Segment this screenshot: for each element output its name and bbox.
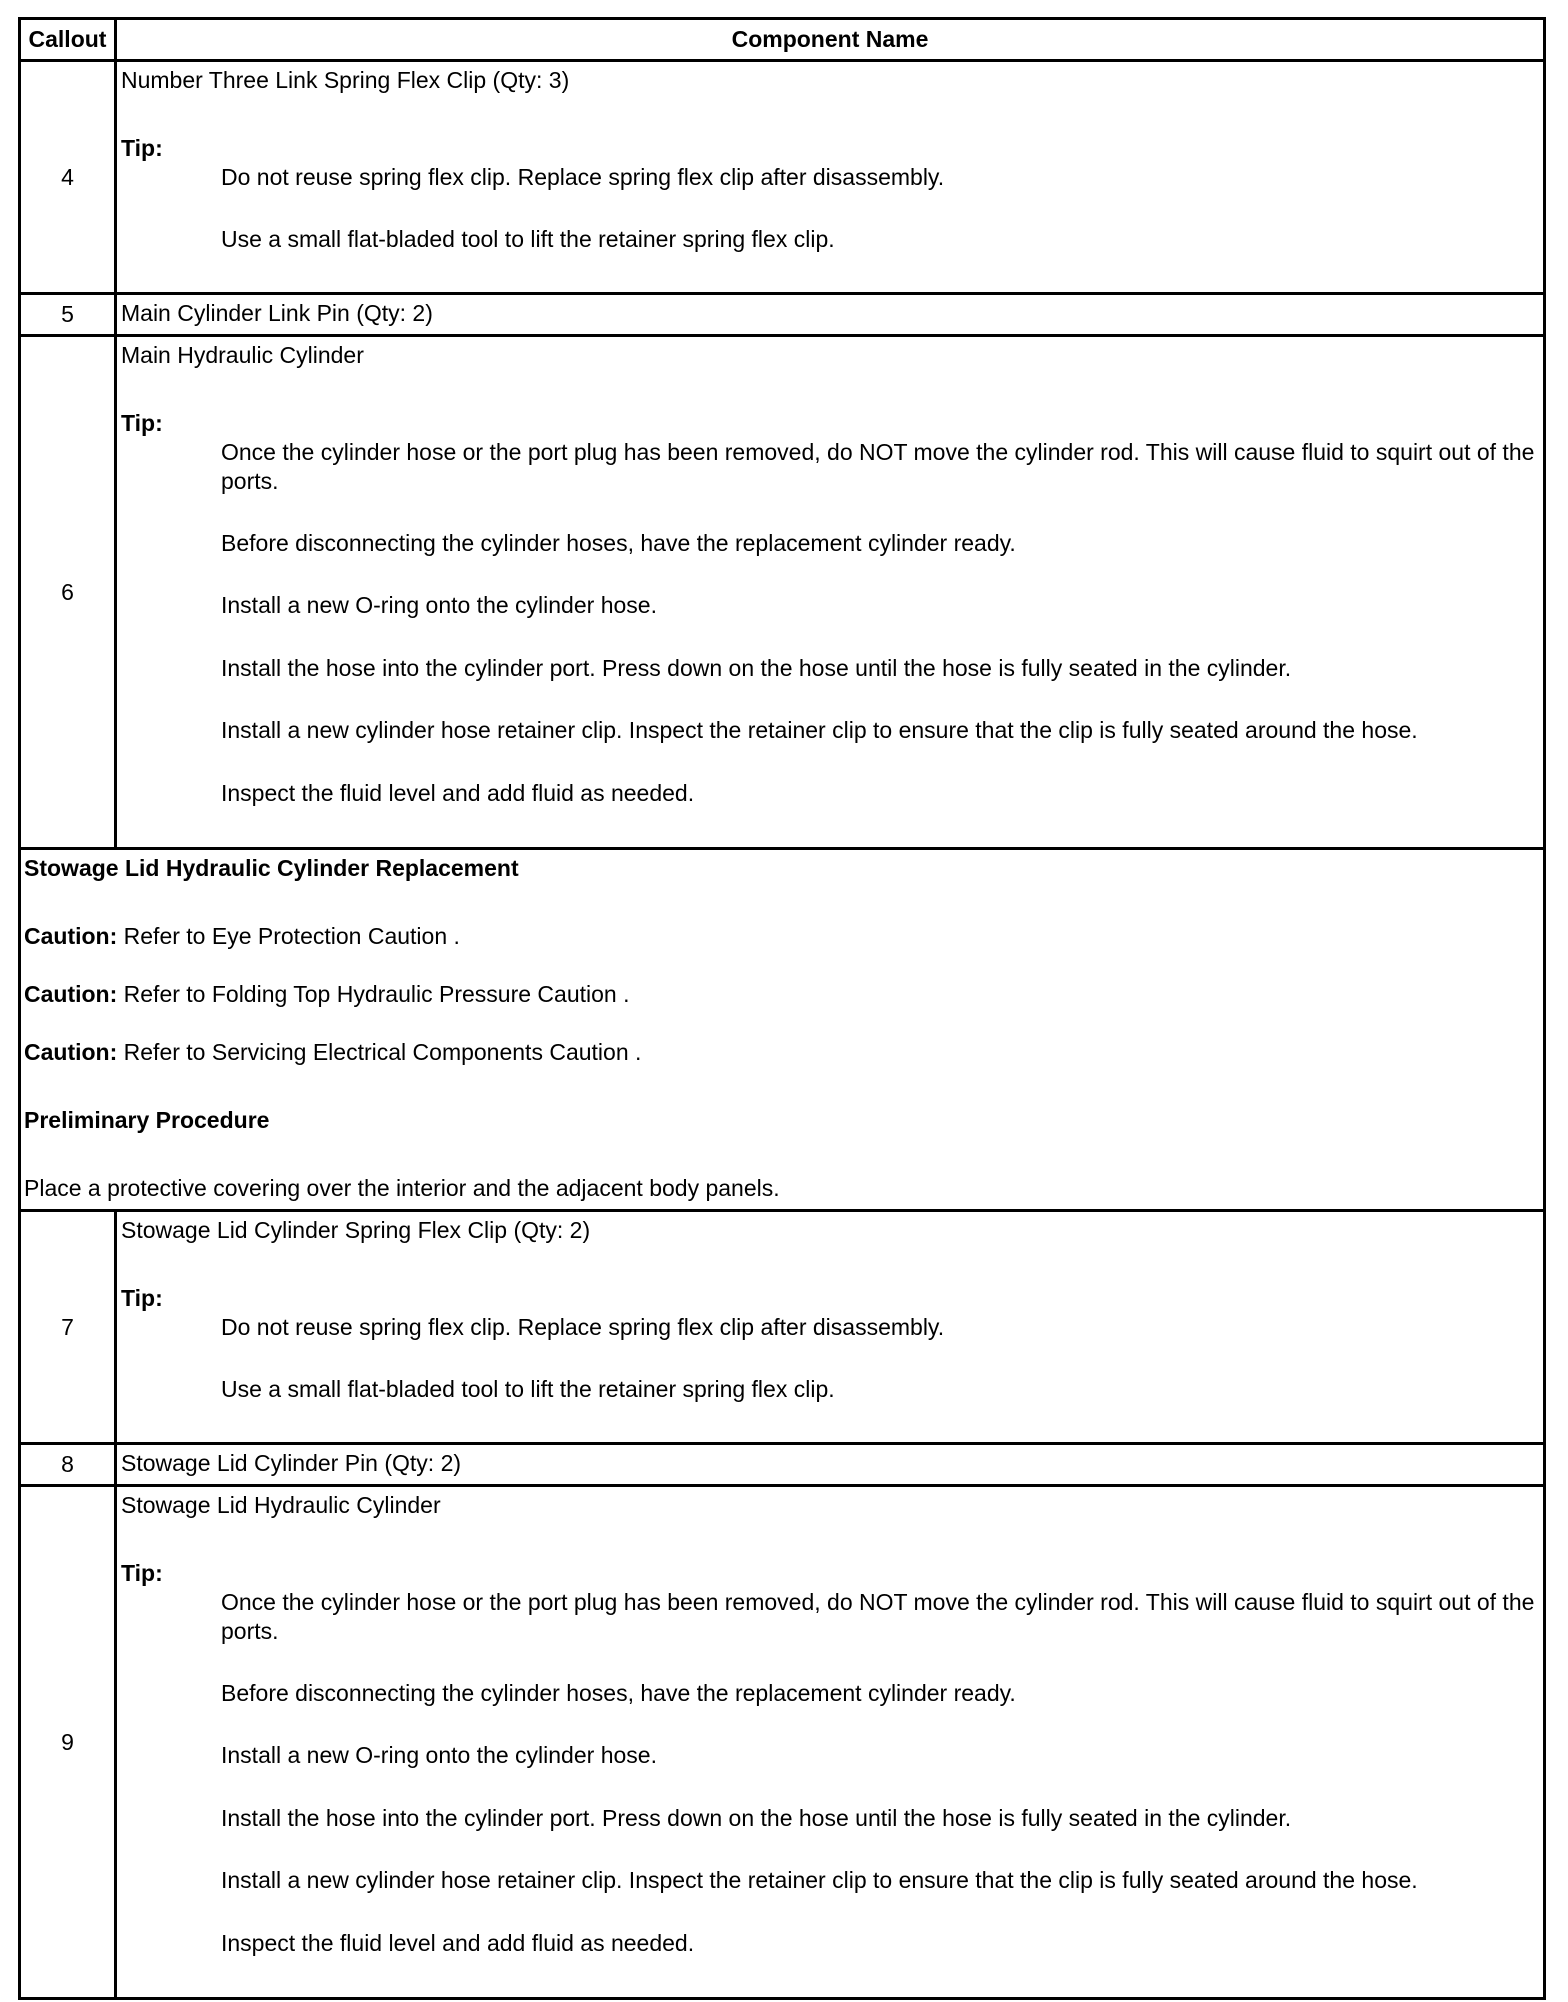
- component-cell: [117, 1445, 1543, 1484]
- table-row: [18, 1484, 1546, 2000]
- table-row: [18, 292, 1546, 334]
- component-cell: [117, 62, 1543, 292]
- tip-label: Tip:: [121, 410, 163, 436]
- tip-text: Install a new O-ring onto the cylinder hose.: [221, 592, 657, 618]
- tip-text: Once the cylinder hose or the port plug has been removed, do NOT move the cylinder rod. This will cause fluid to squirt out of the ports.: [221, 439, 1535, 494]
- table-header: [18, 17, 1546, 59]
- tip-text: Use a small flat-bladed tool to lift the retainer spring flex clip.: [221, 226, 835, 252]
- preliminary-title: Preliminary Procedure: [24, 1107, 270, 1133]
- header-callout: Callout: [21, 20, 117, 59]
- callout-number: 9: [21, 1487, 117, 1997]
- tip-text: Inspect the fluid level and add fluid as needed.: [221, 1930, 695, 1956]
- table-row: [18, 59, 1546, 292]
- tip-text: Inspect the fluid level and add fluid as needed.: [221, 780, 695, 806]
- component-cell: [117, 337, 1543, 847]
- section-content: [21, 850, 1543, 1209]
- table-row: [18, 334, 1546, 847]
- section-block: [18, 847, 1546, 1209]
- table-row: [18, 1209, 1546, 1442]
- component-name: Stowage Lid Cylinder Pin (Qty: 2): [121, 1450, 462, 1476]
- tip-text: Install the hose into the cylinder port. Press down on the hose until the hose is fully seated in the cylinder.: [221, 655, 1292, 681]
- component-cell: [117, 1212, 1543, 1442]
- tip-label: Tip:: [121, 1285, 163, 1311]
- callout-number: 6: [21, 337, 117, 847]
- caution-label: Caution:: [24, 981, 118, 1007]
- preliminary-text: Place a protective covering over the interior and the adjacent body panels.: [24, 1175, 780, 1201]
- tip-text: Install a new cylinder hose retainer clip. Inspect the retainer clip to ensure that the clip is fully seated around the hose.: [221, 717, 1418, 743]
- tip-text: Install the hose into the cylinder port. Press down on the hose until the hose is fully seated in the cylinder.: [221, 1805, 1292, 1831]
- caution-label: Caution:: [24, 923, 118, 949]
- caution-text: Refer to Servicing Electrical Components Caution .: [123, 1039, 642, 1065]
- caution-line: [24, 1038, 641, 1067]
- tip-text: Use a small flat-bladed tool to lift the retainer spring flex clip.: [221, 1376, 835, 1402]
- component-name: Stowage Lid Hydraulic Cylinder: [121, 1492, 441, 1518]
- tip-label: Tip:: [121, 135, 163, 161]
- tip-text: Once the cylinder hose or the port plug has been removed, do NOT move the cylinder rod. This will cause fluid to squirt out of the ports.: [221, 1589, 1535, 1644]
- component-table: [18, 17, 1546, 2000]
- caution-line: [24, 980, 629, 1009]
- tip-text: Install a new O-ring onto the cylinder hose.: [221, 1742, 657, 1768]
- callout-number: 4: [21, 62, 117, 292]
- tip-text: Before disconnecting the cylinder hoses, have the replacement cylinder ready.: [221, 530, 1016, 556]
- component-name: Main Hydraulic Cylinder: [121, 342, 364, 368]
- component-name: Stowage Lid Cylinder Spring Flex Clip (Qty: 2): [121, 1217, 591, 1243]
- component-cell: [117, 295, 1543, 334]
- tip-text: Do not reuse spring flex clip. Replace spring flex clip after disassembly.: [221, 164, 945, 190]
- callout-number: 8: [21, 1445, 117, 1484]
- tip-label: Tip:: [121, 1560, 163, 1586]
- table-row: [18, 1442, 1546, 1484]
- caution-text: Refer to Folding Top Hydraulic Pressure Caution .: [123, 981, 630, 1007]
- section-title: Stowage Lid Hydraulic Cylinder Replacement: [24, 855, 519, 881]
- callout-number: 5: [21, 295, 117, 334]
- caution-line: [24, 922, 460, 951]
- component-name: Number Three Link Spring Flex Clip (Qty: 3): [121, 67, 570, 93]
- header-component-name: Component Name: [731, 26, 929, 52]
- tip-text: Before disconnecting the cylinder hoses, have the replacement cylinder ready.: [221, 1680, 1016, 1706]
- caution-label: Caution:: [24, 1039, 118, 1065]
- tip-text: Install a new cylinder hose retainer clip. Inspect the retainer clip to ensure that the clip is fully seated around the hose.: [221, 1867, 1418, 1893]
- component-cell: [117, 1487, 1543, 1997]
- component-name: Main Cylinder Link Pin (Qty: 2): [121, 300, 433, 326]
- callout-number: 7: [21, 1212, 117, 1442]
- caution-text: Refer to Eye Protection Caution .: [123, 923, 460, 949]
- tip-text: Do not reuse spring flex clip. Replace spring flex clip after disassembly.: [221, 1314, 945, 1340]
